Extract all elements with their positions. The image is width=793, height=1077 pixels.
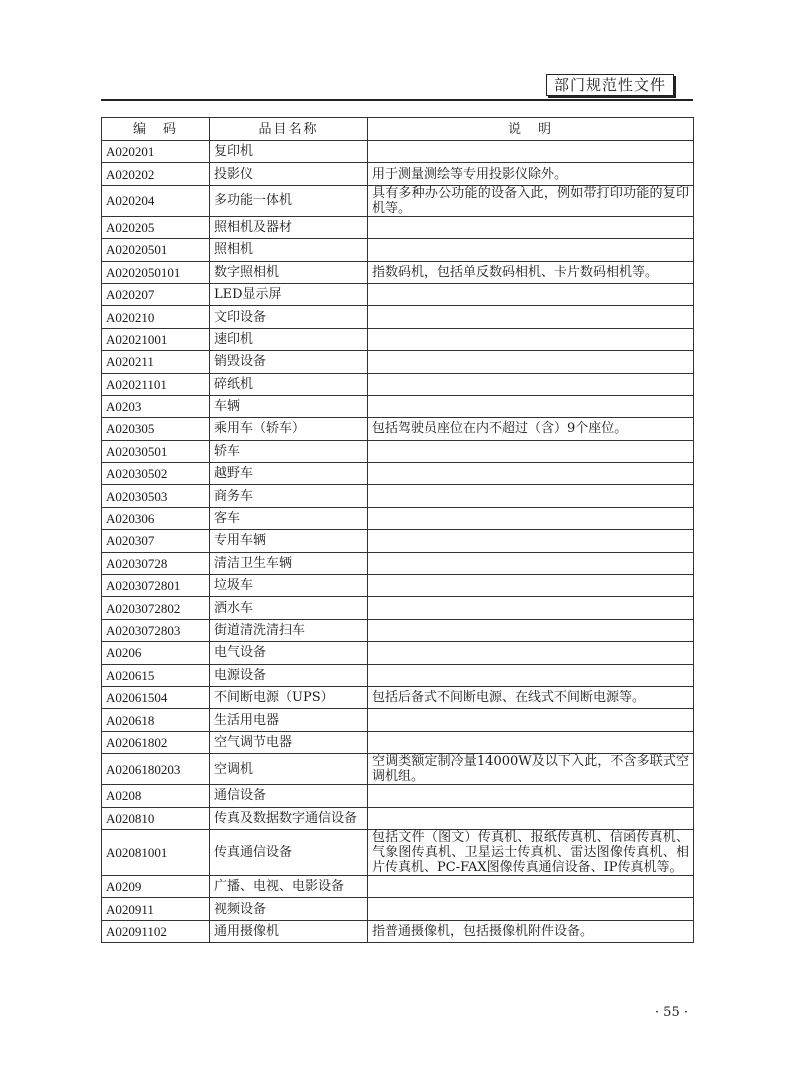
table-row (102, 185, 694, 216)
cell-code: A020306 (102, 507, 210, 529)
cell-description (368, 807, 694, 829)
cell-description (368, 395, 694, 417)
table-header-row (102, 118, 694, 141)
table-row (102, 373, 694, 395)
cell-description (368, 664, 694, 686)
cell-description (368, 875, 694, 897)
table-row (102, 306, 694, 328)
table-row (102, 351, 694, 373)
cell-code: A020207 (102, 283, 210, 305)
cell-name: 照相机及器材 (210, 216, 368, 238)
table-row (102, 216, 694, 238)
cell-code: A0203 (102, 395, 210, 417)
cell-name: 客车 (210, 507, 368, 529)
cell-description (368, 709, 694, 731)
table-row (102, 463, 694, 485)
cell-description (368, 216, 694, 238)
table-row (102, 328, 694, 350)
cell-name: 通用摄像机 (210, 920, 368, 942)
cell-name: 销毁设备 (210, 351, 368, 373)
cell-description: 用于测量测绘等专用投影仪除外。 (368, 163, 694, 185)
table-row (102, 530, 694, 552)
cell-name: 碎纸机 (210, 373, 368, 395)
column-header-code: 编 码 (102, 118, 210, 141)
table-row (102, 507, 694, 529)
cell-name: 乘用车（轿车） (210, 418, 368, 440)
cell-name: 垃圾车 (210, 575, 368, 597)
cell-code: A02030501 (102, 440, 210, 462)
cell-name: LED显示屏 (210, 283, 368, 305)
cell-name: 数字照相机 (210, 261, 368, 283)
column-header-name: 品目名称 (210, 118, 368, 141)
cell-code: A020618 (102, 709, 210, 731)
cell-code: A02081001 (102, 829, 210, 875)
table-row (102, 829, 694, 875)
cell-description: 具有多种办公功能的设备入此，例如带打印功能的复印机等。 (368, 185, 694, 216)
cell-description (368, 373, 694, 395)
cell-code: A0203072801 (102, 575, 210, 597)
cell-description (368, 485, 694, 507)
cell-description: 包括文件（图文）传真机、报纸传真机、信函传真机、气象图传真机、卫星运士传真机、雷达图像传真机、相片传真机、PC-FAX图像传真通信设备、IP传真机等。 (368, 829, 694, 875)
cell-description (368, 306, 694, 328)
cell-description (368, 283, 694, 305)
cell-name: 专用车辆 (210, 530, 368, 552)
cell-code: A020210 (102, 306, 210, 328)
cell-code: A020307 (102, 530, 210, 552)
column-header-description: 说 明 (368, 118, 694, 141)
cell-code: A020810 (102, 807, 210, 829)
table-row (102, 440, 694, 462)
cell-code: A0206 (102, 642, 210, 664)
cell-name: 照相机 (210, 239, 368, 261)
table-row (102, 163, 694, 185)
cell-code: A0208 (102, 785, 210, 807)
cell-description (368, 507, 694, 529)
cell-name: 车辆 (210, 395, 368, 417)
cell-description (368, 351, 694, 373)
cell-name: 空气调节电器 (210, 731, 368, 753)
cell-code: A0203072803 (102, 619, 210, 641)
table-row (102, 754, 694, 785)
cell-name: 复印机 (210, 141, 368, 163)
cell-code: A02030502 (102, 463, 210, 485)
table-row (102, 597, 694, 619)
table-row (102, 239, 694, 261)
cell-code: A02021001 (102, 328, 210, 350)
cell-code: A020202 (102, 163, 210, 185)
table-row (102, 731, 694, 753)
table-row (102, 418, 694, 440)
document-category-tag: 部门规范性文件 (546, 74, 674, 96)
cell-description (368, 619, 694, 641)
cell-name: 越野车 (210, 463, 368, 485)
cell-description (368, 552, 694, 574)
cell-code: A020211 (102, 351, 210, 373)
table-row (102, 807, 694, 829)
cell-name: 多功能一体机 (210, 185, 368, 216)
cell-code: A02030503 (102, 485, 210, 507)
table-row (102, 785, 694, 807)
cell-description (368, 530, 694, 552)
table-row (102, 575, 694, 597)
cell-name: 街道清洗清扫车 (210, 619, 368, 641)
table-row (102, 920, 694, 942)
cell-description (368, 597, 694, 619)
cell-description: 指普通摄像机，包括摄像机附件设备。 (368, 920, 694, 942)
cell-name: 速印机 (210, 328, 368, 350)
cell-name: 文印设备 (210, 306, 368, 328)
cell-code: A02061504 (102, 686, 210, 708)
cell-code: A02030728 (102, 552, 210, 574)
cell-description: 指数码机，包括单反数码相机、卡片数码相机等。 (368, 261, 694, 283)
cell-description (368, 785, 694, 807)
table-row (102, 283, 694, 305)
cell-code: A020205 (102, 216, 210, 238)
cell-name: 传真通信设备 (210, 829, 368, 875)
cell-description: 包括后备式不间断电源、在线式不间断电源等。 (368, 686, 694, 708)
cell-description (368, 328, 694, 350)
cell-name: 电源设备 (210, 664, 368, 686)
cell-name: 广播、电视、电影设备 (210, 875, 368, 897)
cell-description (368, 575, 694, 597)
cell-code: A02091102 (102, 920, 210, 942)
cell-name: 不间断电源（UPS） (210, 686, 368, 708)
cell-description (368, 463, 694, 485)
header-divider (101, 99, 693, 101)
cell-code: A020911 (102, 898, 210, 920)
page-number: · 55 · (654, 1005, 688, 1020)
cell-name: 传真及数据数字通信设备 (210, 807, 368, 829)
cell-description (368, 239, 694, 261)
table-row (102, 141, 694, 163)
cell-name: 视频设备 (210, 898, 368, 920)
cell-name: 投影仪 (210, 163, 368, 185)
cell-name: 商务车 (210, 485, 368, 507)
cell-name: 洒水车 (210, 597, 368, 619)
cell-code: A02061802 (102, 731, 210, 753)
cell-name: 通信设备 (210, 785, 368, 807)
cell-name: 生活用电器 (210, 709, 368, 731)
cell-code: A02021101 (102, 373, 210, 395)
table-row (102, 898, 694, 920)
table-row (102, 709, 694, 731)
cell-code: A020305 (102, 418, 210, 440)
cell-code: A020615 (102, 664, 210, 686)
cell-description (368, 898, 694, 920)
cell-description (368, 440, 694, 462)
cell-name: 轿车 (210, 440, 368, 462)
cell-code: A0209 (102, 875, 210, 897)
table-row (102, 875, 694, 897)
cell-name: 清洁卫生车辆 (210, 552, 368, 574)
table-row (102, 619, 694, 641)
cell-code: A02020501 (102, 239, 210, 261)
table-row (102, 552, 694, 574)
cell-name: 空调机 (210, 754, 368, 785)
cell-code: A020201 (102, 141, 210, 163)
cell-name: 电气设备 (210, 642, 368, 664)
table-row (102, 686, 694, 708)
table-row (102, 395, 694, 417)
cell-description (368, 731, 694, 753)
cell-code: A0203072802 (102, 597, 210, 619)
table-row (102, 485, 694, 507)
cell-description: 空调类额定制冷量14000W及以下入此，不含多联式空调机组。 (368, 754, 694, 785)
catalog-table (101, 117, 694, 943)
table-row (102, 261, 694, 283)
cell-code: A020204 (102, 185, 210, 216)
cell-description (368, 642, 694, 664)
cell-code: A0202050101 (102, 261, 210, 283)
table-row (102, 664, 694, 686)
cell-description (368, 141, 694, 163)
cell-code: A0206180203 (102, 754, 210, 785)
cell-description: 包括驾驶员座位在内不超过（含）9个座位。 (368, 418, 694, 440)
table-row (102, 642, 694, 664)
